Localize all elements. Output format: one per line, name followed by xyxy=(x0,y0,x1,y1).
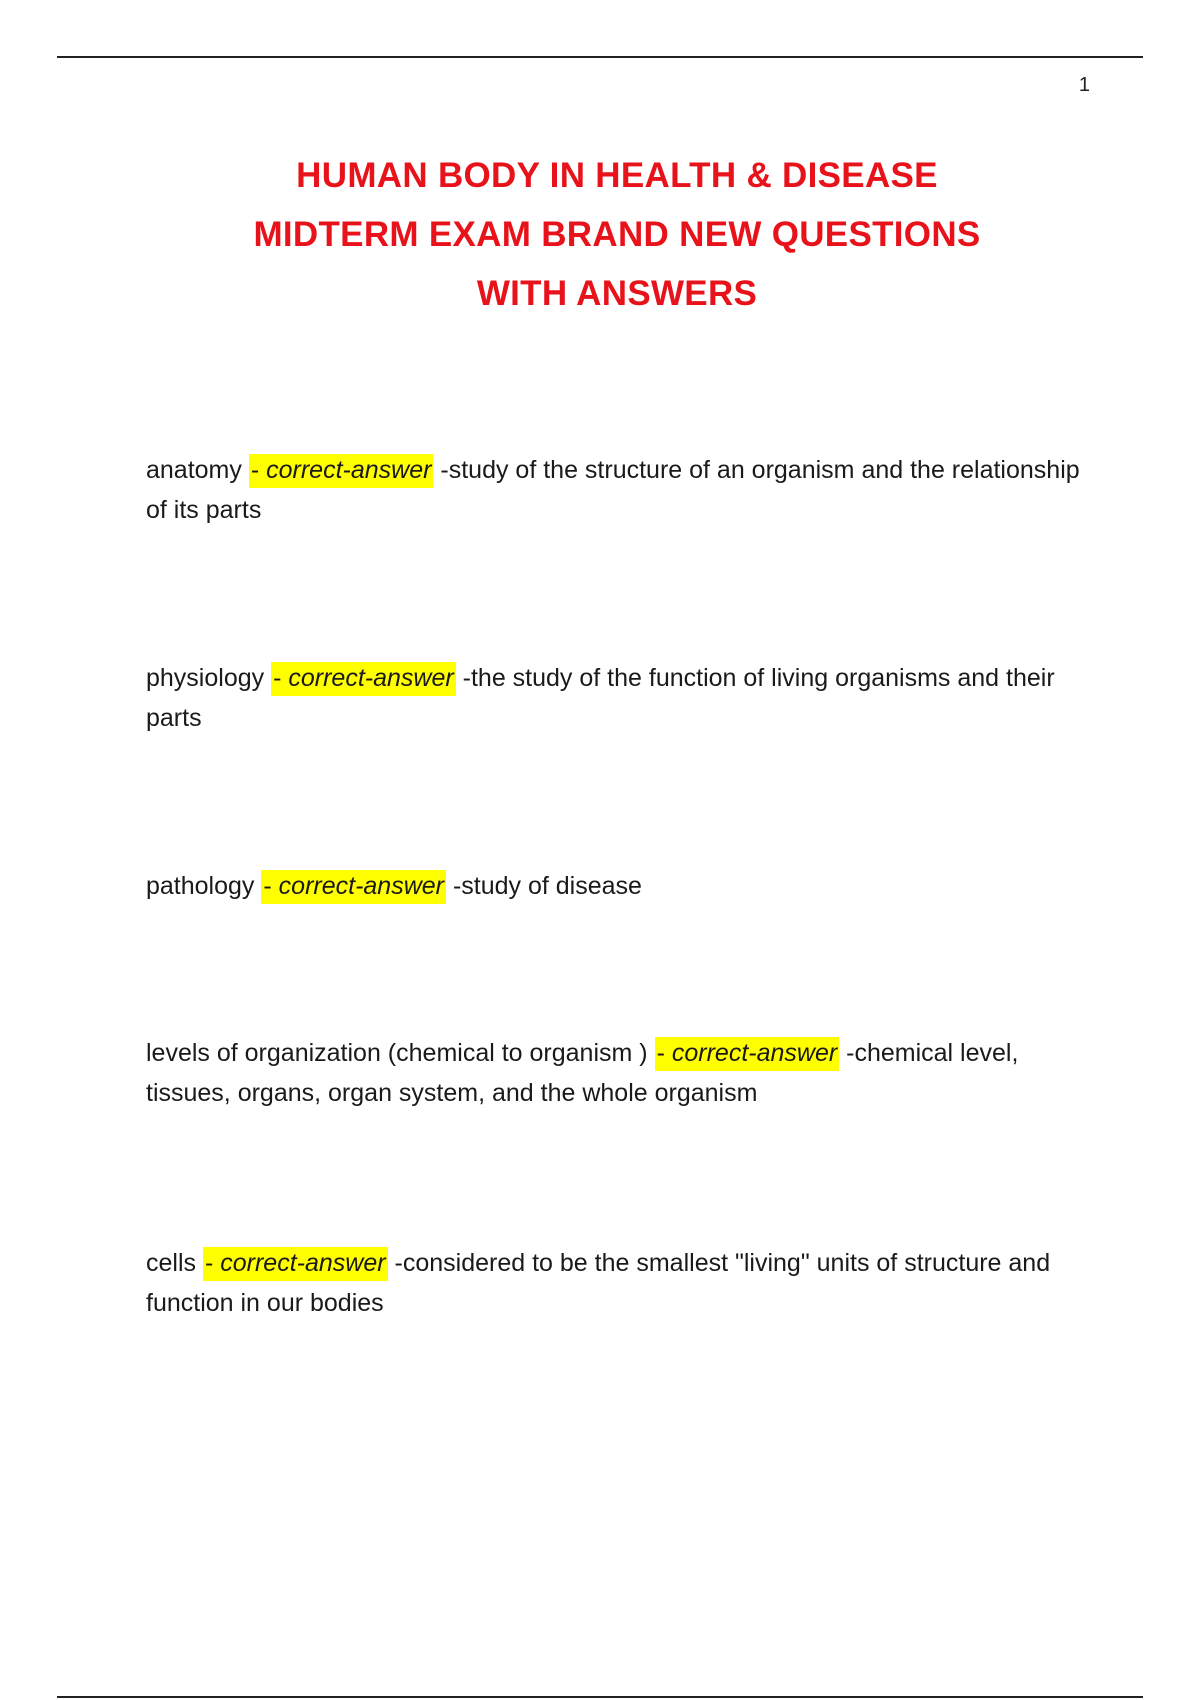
title-line-3: WITH ANSWERS xyxy=(476,274,758,313)
correct-answer-highlight xyxy=(261,870,446,904)
qa-term: levels of organization (chemical to organism ) xyxy=(146,1039,648,1067)
qa-term: cells xyxy=(146,1249,197,1277)
title-line-1: HUMAN BODY IN HEALTH & DISEASE xyxy=(296,156,938,195)
correct-answer-highlight xyxy=(655,1037,840,1071)
page-number: 1 xyxy=(1078,74,1090,96)
qa-item-anatomy xyxy=(146,450,1096,530)
correct-answer-highlight xyxy=(249,454,434,488)
marker-dash: - xyxy=(204,1249,214,1277)
qa-answer: -study of the structure of an organism and the relationship of its parts xyxy=(146,456,1080,524)
qa-item-cells xyxy=(146,1243,1096,1323)
correct-answer-label: correct-answer xyxy=(220,1249,386,1277)
qa-answer: -chemical level, tissues, organs, organ system, and the whole organism xyxy=(146,1039,1019,1107)
qa-answer: -study of disease xyxy=(452,872,642,900)
correct-answer-label: correct-answer xyxy=(278,872,444,900)
marker-dash: - xyxy=(250,456,260,484)
correct-answer-label: correct-answer xyxy=(288,664,454,692)
qa-term: anatomy xyxy=(146,456,242,484)
qa-term: pathology xyxy=(146,872,255,900)
correct-answer-highlight xyxy=(203,1247,388,1281)
qa-answer: -the study of the function of living organisms and their parts xyxy=(146,664,1055,732)
marker-dash: - xyxy=(273,664,282,692)
qa-item-physiology xyxy=(146,658,1096,738)
marker-dash: - xyxy=(263,872,272,900)
top-rule xyxy=(57,56,1143,58)
qa-item-levels-of-organization xyxy=(146,1033,1096,1113)
qa-term: physiology xyxy=(146,664,265,692)
page-title xyxy=(57,146,1177,323)
title-line-2: MIDTERM EXAM BRAND NEW QUESTIONS xyxy=(253,215,981,254)
correct-answer-highlight xyxy=(271,662,456,696)
marker-dash: - xyxy=(656,1039,665,1067)
correct-answer-label: correct-answer xyxy=(671,1039,838,1067)
qa-item-pathology xyxy=(146,866,1096,906)
correct-answer-label: correct-answer xyxy=(266,456,432,484)
bottom-rule xyxy=(57,1696,1143,1698)
qa-answer: -considered to be the smallest "living" units of structure and function in our bodies xyxy=(146,1249,1051,1317)
